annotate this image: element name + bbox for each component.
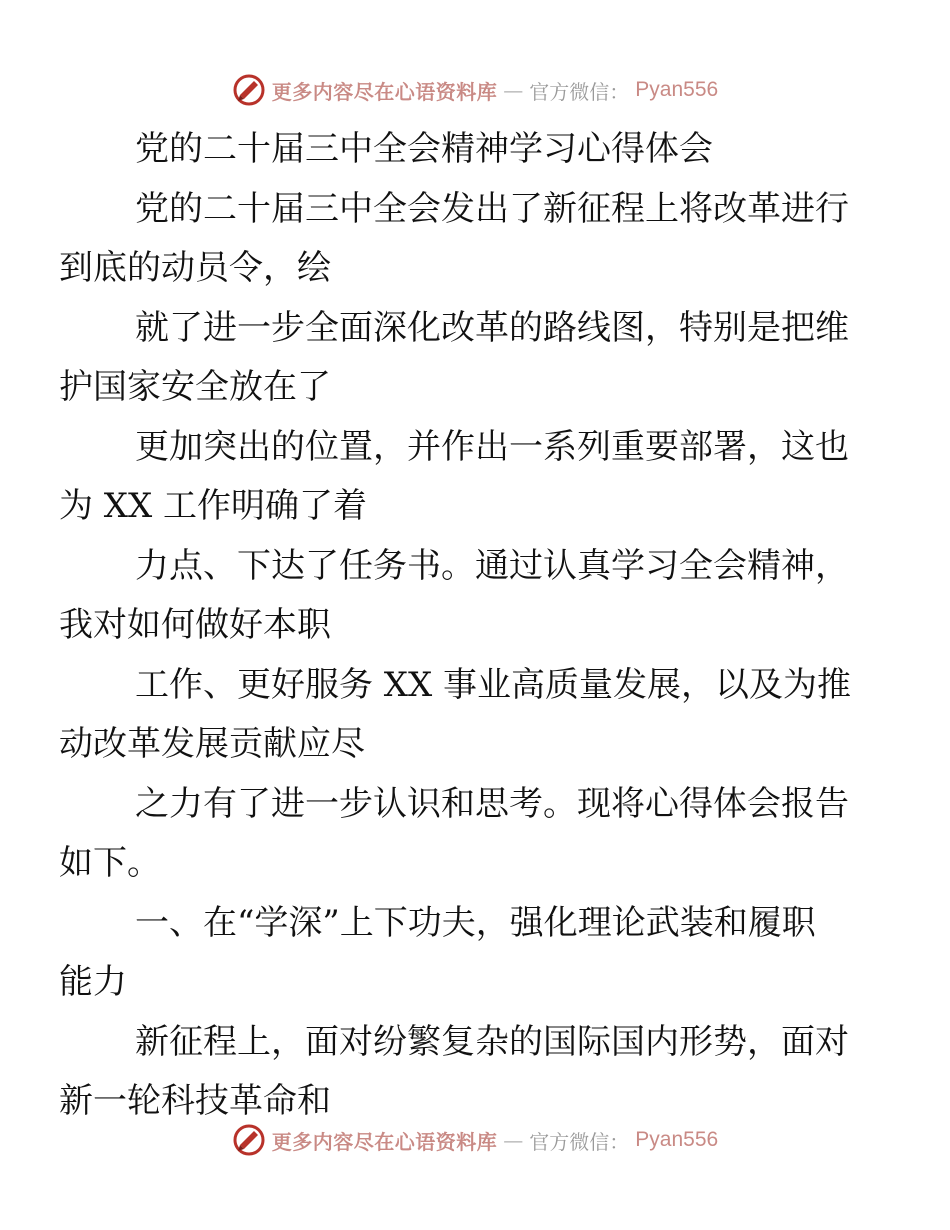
text-line: 能力 [59, 962, 127, 1002]
paragraph [59, 656, 857, 775]
text-line: 新一轮科技革命和 [59, 1081, 331, 1121]
watermark-wechat-label: 官方微信： [529, 1129, 630, 1154]
text-line: 护国家安全放在了 [59, 367, 331, 407]
paragraph [59, 1013, 857, 1132]
footer-watermark [0, 1120, 950, 1160]
text-line: 到底的动员令，绘 [59, 248, 331, 288]
paragraph [59, 775, 857, 894]
watermark-wechat-id: Pyan556 [635, 1128, 719, 1151]
text-line: 党的二十届三中全会精神学习心得体会 [135, 129, 713, 169]
paragraph [59, 299, 857, 418]
text-line: 工作、更好服务 XX 事业高质量发展，以及为推 [135, 664, 852, 705]
text-line: 动改革发展贡献应尽 [59, 724, 365, 764]
watermark-content [232, 73, 718, 107]
watermark-dash: — [503, 78, 524, 102]
paragraph [59, 180, 857, 299]
text-line: 我对如何做好本职 [59, 605, 331, 645]
text-line: 新征程上，面对纷繁复杂的国际国内形势，面对 [135, 1021, 849, 1062]
text-line: 如下。 [59, 843, 161, 883]
header-watermark [0, 70, 950, 110]
paragraph [59, 418, 857, 537]
paragraph [59, 537, 857, 656]
watermark-wechat-id: Pyan556 [635, 78, 719, 101]
text-line: 一、在“学深”上下功夫，强化理论武装和履职 [135, 902, 816, 943]
text-line: 党的二十届三中全会发出了新征程上将改革进行 [135, 188, 849, 229]
section-heading [59, 894, 857, 1013]
text-line: 力点、下达了任务书。通过认真学习全会精神， [135, 545, 849, 586]
watermark-dash: — [503, 1128, 524, 1152]
watermark-brand: 更多内容尽在心语资料库 [271, 79, 498, 104]
text-line: 为 XX 工作明确了着 [59, 486, 368, 526]
document-body [59, 120, 857, 1132]
document-title [97, 120, 857, 180]
text-line: 更加突出的位置，并作出一系列重要部署，这也 [135, 426, 849, 467]
pen-circle-logo-icon [232, 73, 266, 107]
watermark-content [232, 1123, 718, 1157]
text-line: 就了进一步全面深化改革的路线图，特别是把维 [135, 307, 849, 348]
watermark-brand: 更多内容尽在心语资料库 [271, 1129, 498, 1154]
watermark-wechat-label: 官方微信： [529, 79, 630, 104]
text-line: 之力有了进一步认识和思考。现将心得体会报告 [135, 783, 849, 824]
pen-circle-logo-icon [232, 1123, 266, 1157]
